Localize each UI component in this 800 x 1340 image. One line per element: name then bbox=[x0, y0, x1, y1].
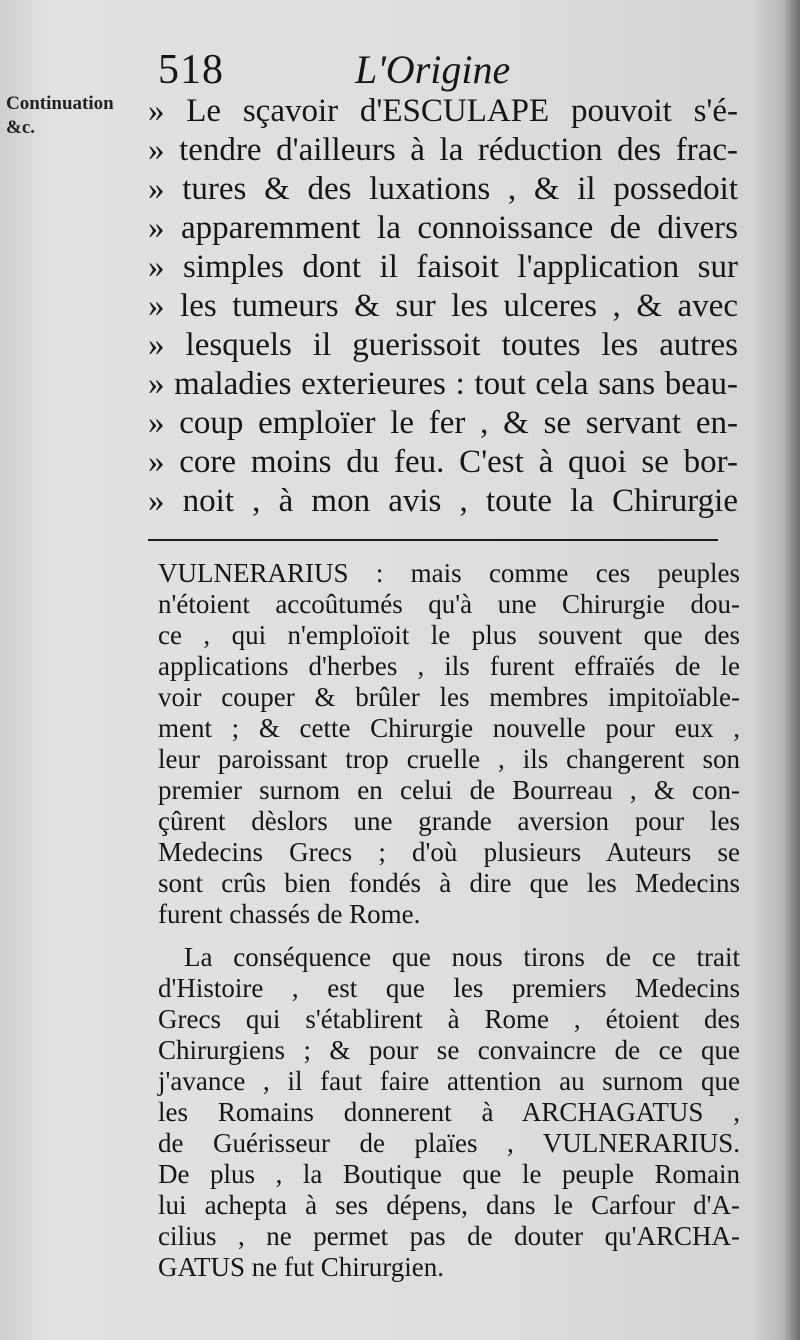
quote-line: » coup emploïer le fer , & se servant en- bbox=[148, 405, 738, 441]
quote-line: » les tumeurs & sur les ulceres , & avec bbox=[148, 288, 738, 324]
text-line: premier surnom en celui de Bourreau , & con- bbox=[158, 775, 740, 805]
text-line: de Guérisseur de plaïes , VULNERARIUS. bbox=[158, 1128, 740, 1158]
quote-line: » lesquels il guerissoit toutes les autres bbox=[148, 327, 738, 363]
quote-line: » tendre d'ailleurs à la réduction des frac- bbox=[148, 132, 738, 168]
text-line: La conséquence que nous tirons de ce trait bbox=[184, 942, 740, 972]
text-line: furent chassés de Rome. bbox=[158, 899, 421, 929]
quote-line: » maladies exterieures : tout cela sans beau- bbox=[148, 366, 738, 402]
marginal-note bbox=[6, 92, 156, 140]
text-line: VULNERARIUS : mais comme ces peuples bbox=[158, 558, 740, 588]
text-line: çûrent dèslors une grande aversion pour les bbox=[158, 806, 740, 836]
text-line: d'Histoire , est que les premiers Medecins bbox=[158, 973, 740, 1003]
quote-line: » apparemment la connoissance de divers bbox=[148, 210, 738, 246]
marginal-note-line: Continuation bbox=[6, 93, 114, 114]
quote-line: » core moins du feu. C'est à quoi se bor- bbox=[148, 444, 738, 480]
text-line: lui achepta à ses dépens, dans le Carfour d'A- bbox=[158, 1190, 740, 1220]
paragraph-2 bbox=[158, 942, 740, 1283]
text-line: voir couper & brûler les membres impitoïable- bbox=[158, 682, 740, 712]
text-line: sont crûs bien fondés à dire que les Medecins bbox=[158, 868, 740, 898]
binding-shadow bbox=[782, 0, 800, 1340]
text-line: ce , qui n'emploïoit le plus souvent que des bbox=[158, 620, 740, 650]
text-line: De plus , la Boutique que le peuple Romain bbox=[158, 1159, 740, 1189]
paragraph-1 bbox=[158, 558, 740, 930]
text-line: n'étoient accoûtumés qu'à une Chirurgie dou- bbox=[158, 589, 740, 619]
running-head bbox=[150, 46, 550, 96]
text-line: GATUS ne fut Chirurgien. bbox=[158, 1252, 444, 1282]
quote-line: » Le sçavoir d'ESCULAPE pouvoit s'é- bbox=[148, 93, 738, 129]
text-line: les Romains donnerent à ARCHAGATUS , bbox=[158, 1097, 740, 1127]
quote-line: » simples dont il faisoit l'application sur bbox=[148, 249, 738, 285]
text-line: Chirurgiens ; & pour se convaincre de ce que bbox=[158, 1035, 740, 1065]
quote-line: » noit , à mon avis , toute la Chirurgie bbox=[148, 483, 738, 519]
running-title: L'Origine bbox=[355, 47, 511, 92]
quoted-passage bbox=[148, 92, 738, 521]
text-line: ment ; & cette Chirurgie nouvelle pour eux , bbox=[158, 713, 740, 743]
marginal-note-line: &c. bbox=[6, 117, 36, 138]
text-line: leur paroissant trop cruelle , ils changerent son bbox=[158, 744, 740, 774]
text-line: cilius , ne permet pas de douter qu'ARCHA- bbox=[158, 1221, 740, 1251]
text-line: Grecs qui s'établirent à Rome , étoient des bbox=[158, 1004, 740, 1034]
text-line: j'avance , il faut faire attention au surnom que bbox=[158, 1066, 740, 1096]
text-line: Medecins Grecs ; d'où plusieurs Auteurs se bbox=[158, 837, 740, 867]
horizontal-rule bbox=[148, 539, 718, 541]
page-number: 518 bbox=[158, 47, 224, 93]
quote-line: » tures & des luxations , & il possedoit bbox=[148, 171, 738, 207]
text-line: applications d'herbes , ils furent effraïés de le bbox=[158, 651, 740, 681]
